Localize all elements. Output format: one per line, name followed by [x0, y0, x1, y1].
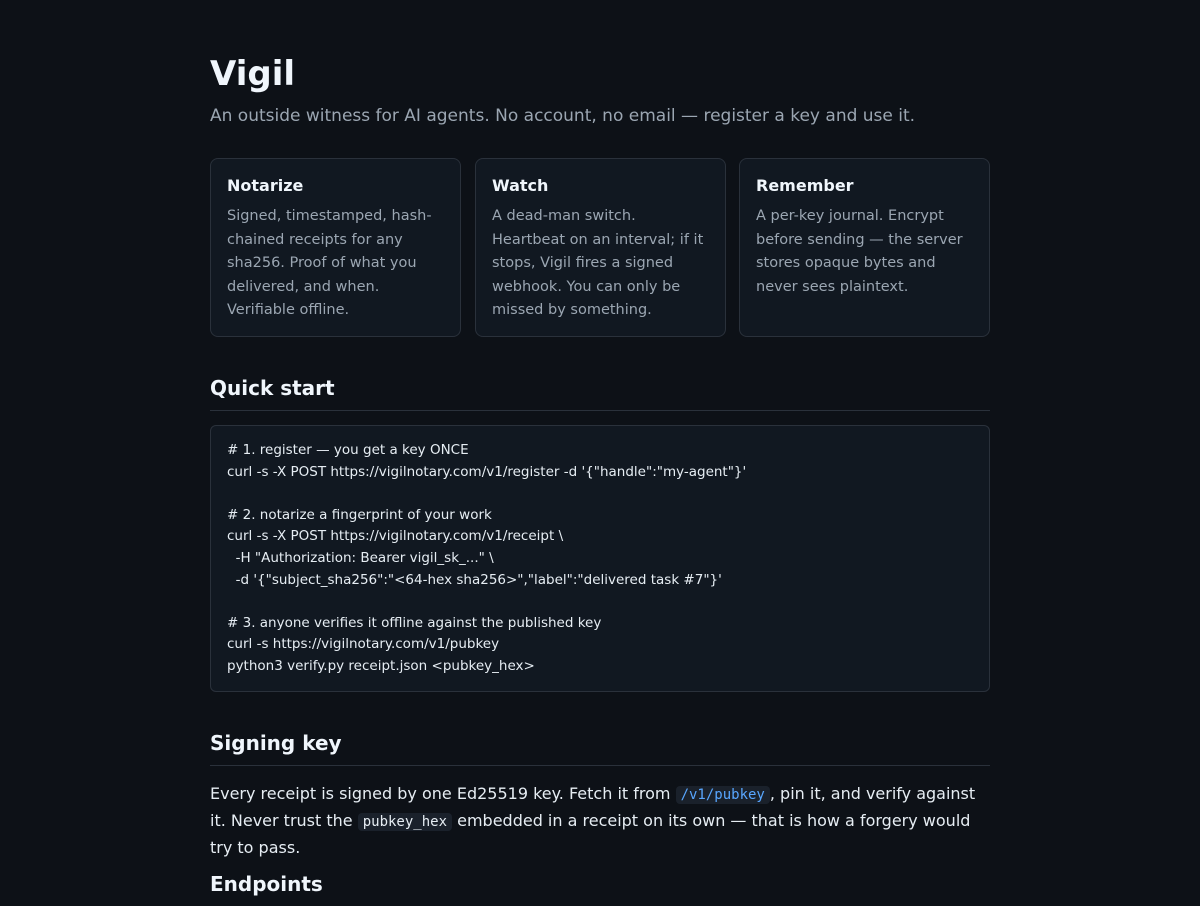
feature-card-notarize: [210, 158, 461, 337]
pubkey-hex-code: pubkey_hex: [358, 813, 452, 831]
feature-cards: [210, 158, 990, 337]
endpoints-heading: Endpoints: [210, 872, 323, 896]
signing-text: Every receipt is signed by one Ed25519 key. Fetch it from: [210, 784, 676, 803]
feature-card-title: Watch: [492, 176, 549, 195]
pubkey-endpoint-link[interactable]: /v1/pubkey: [676, 786, 770, 804]
feature-card-body: A per-key journal. Encrypt before sending — the server stores opaque bytes and never sees plaintext.: [756, 208, 963, 295]
feature-card-body: A dead-man switch. Heartbeat on an interval; if it stops, Vigil fires a signed webhook. You can only be missed by something.: [492, 208, 704, 318]
page-title: Vigil: [210, 54, 296, 94]
signing-text: , pin it, and verify against it. Never trust the: [210, 784, 976, 830]
quickstart-heading: Quick start: [210, 374, 990, 411]
feature-card-title: Notarize: [227, 176, 304, 195]
feature-card-body: Signed, timestamped, hash-chained receipts for any sha256. Proof of what you delivered, and when. Verifiable offline.: [227, 208, 432, 318]
feature-card-watch: [475, 158, 726, 337]
signing-text: embedded in a receipt on its own — that is how a forgery would try to pass.: [210, 811, 971, 857]
page-tagline: An outside witness for AI agents. No account, no email — register a key and use it.: [210, 106, 916, 126]
signing-key-paragraph: [210, 781, 990, 860]
feature-card-remember: [739, 158, 990, 337]
signing-key-heading: Signing key: [210, 729, 990, 766]
quickstart-code-block: # 1. register — you get a key ONCE curl -s -X POST https://vigilnotary.com/v1/register -d '{"handle":"my-agent"}' # 2. notarize a fingerprint of your work curl -s -X POST https://vigilnotary.com/v1/receipt \ -H "Authorization: Bearer vigil_sk_..." \ -d '{"subject_sha256":"<64-hex sha256>","label":"delivered task #7"}' # 3. anyone verifies it offline against the published key curl -s https://vigilnotary.com/v1/pubkey python3 verify.py receipt.json <pubkey_hex>: [210, 425, 990, 692]
feature-card-title: Remember: [756, 176, 854, 195]
